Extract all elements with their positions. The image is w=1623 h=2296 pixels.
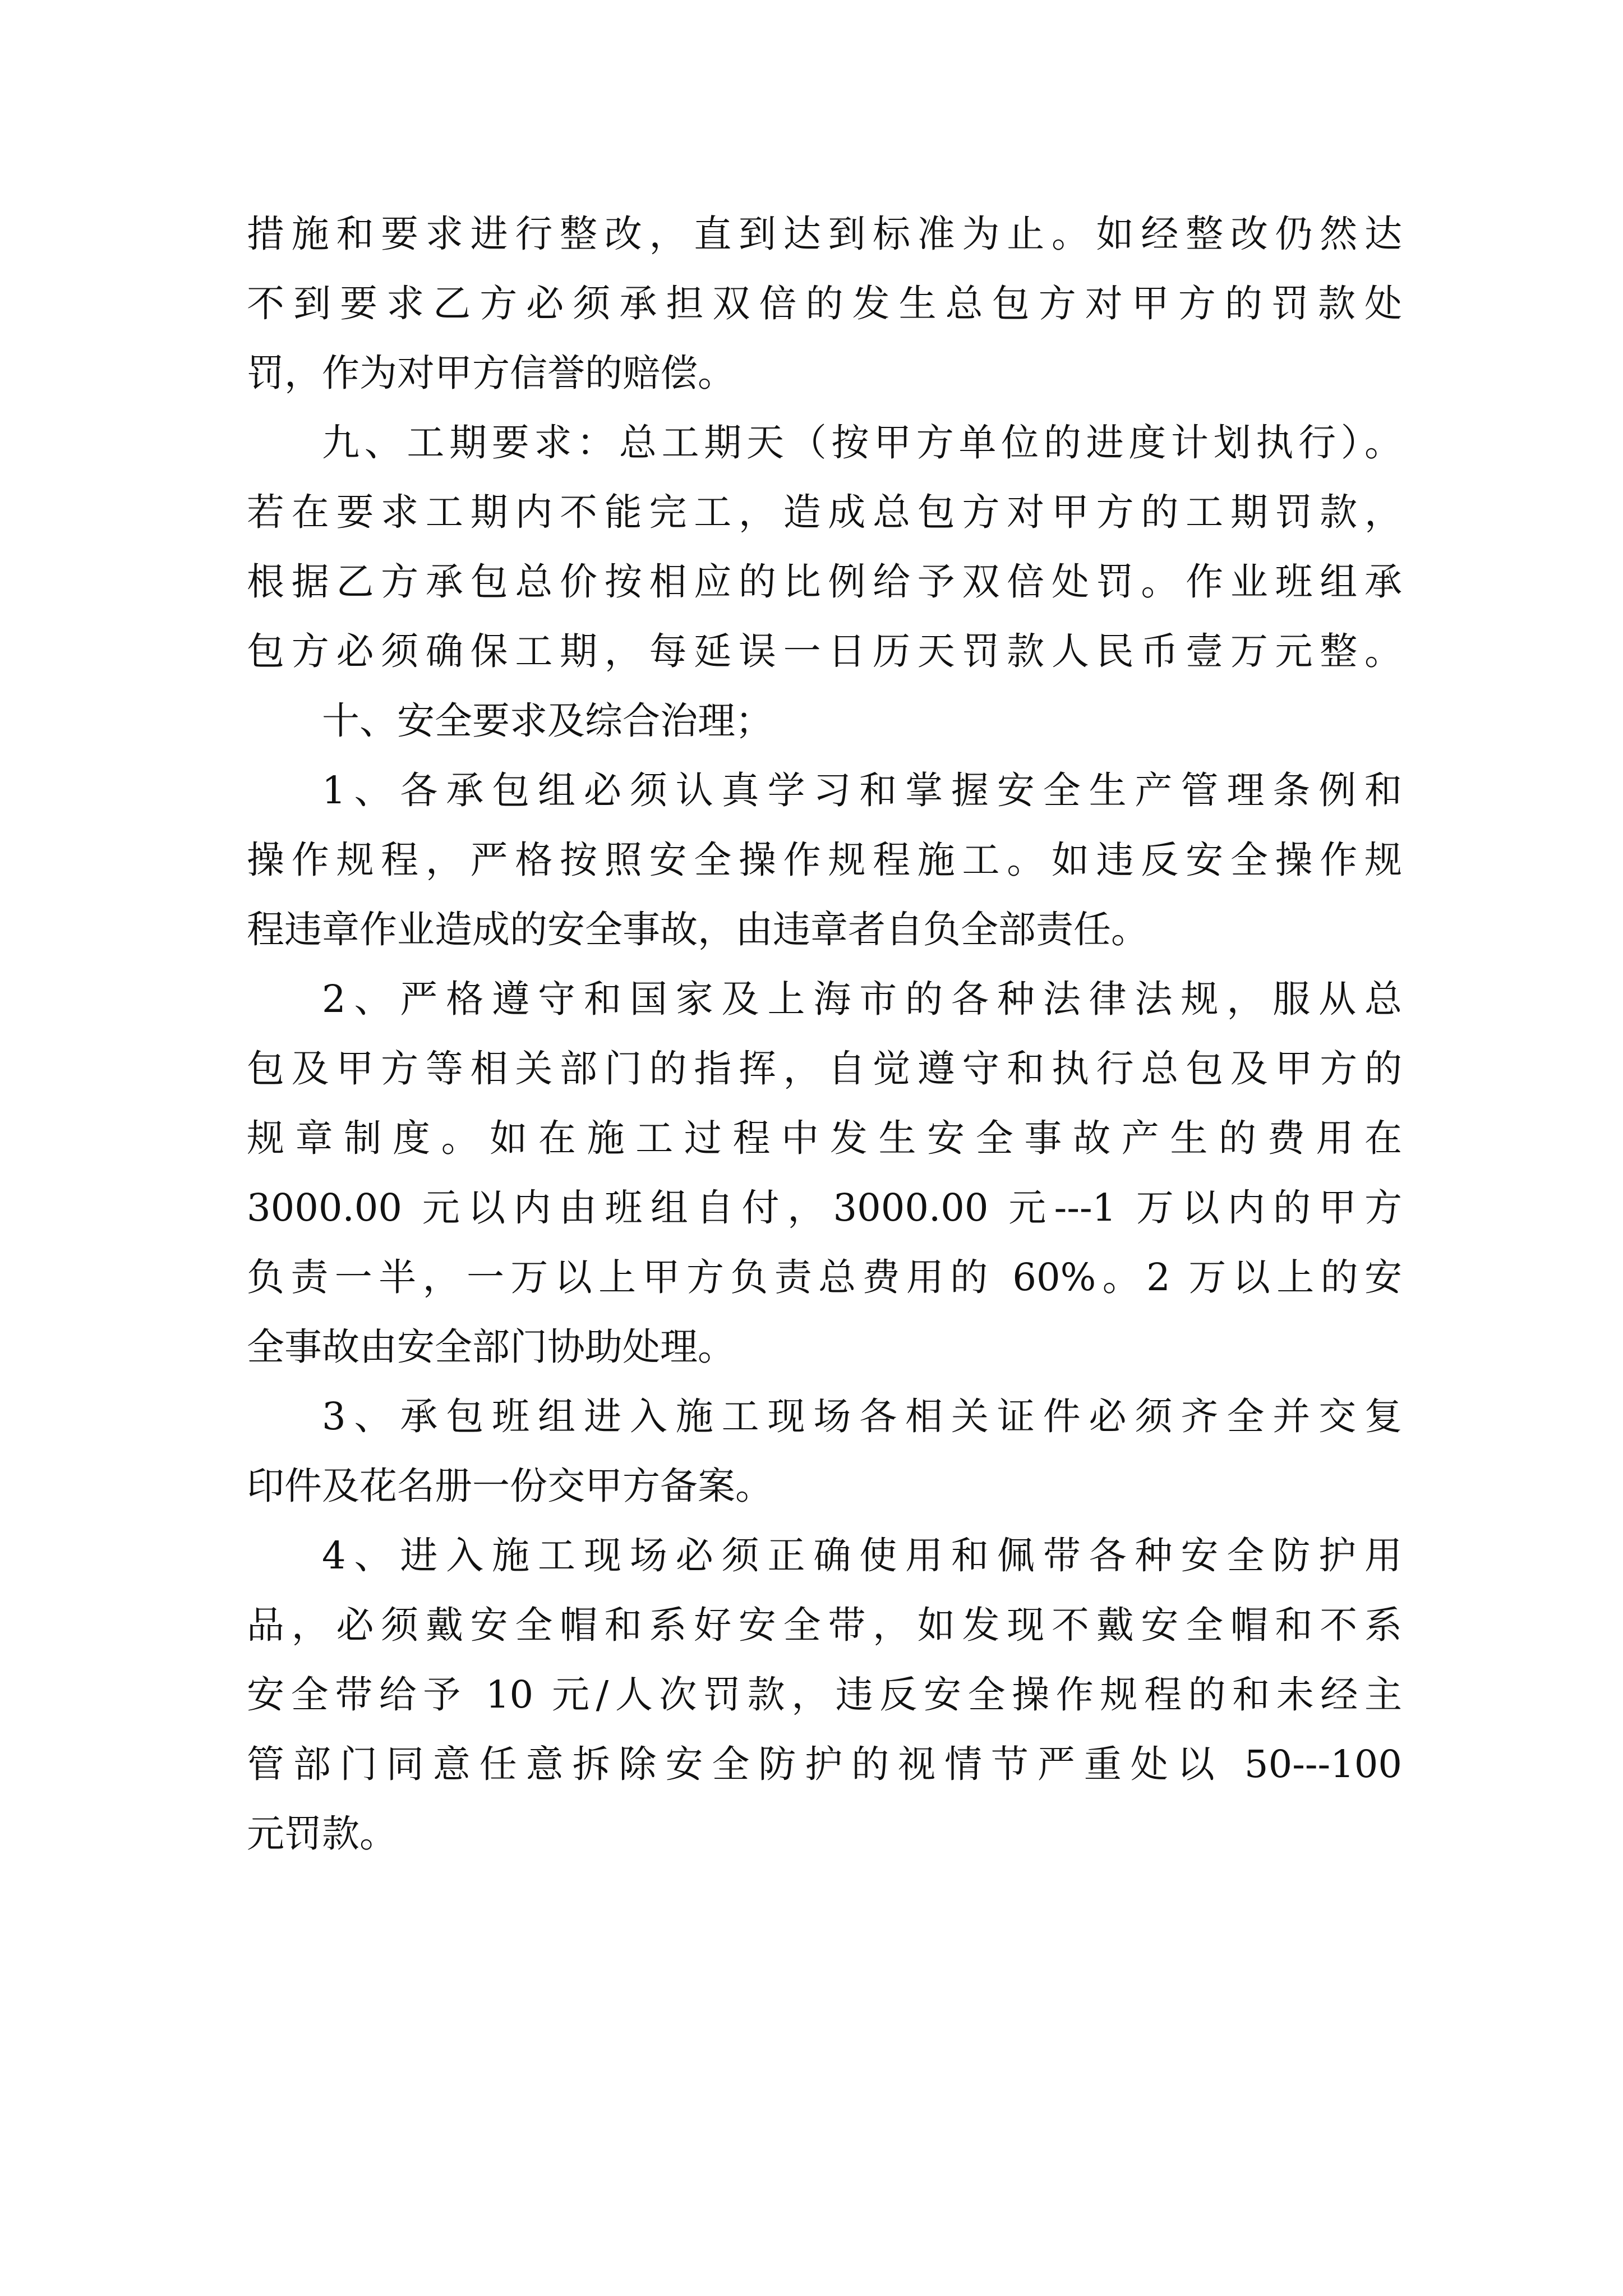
text-line: 不到要求乙方必须承担双倍的发生总包方对甲方的罚款处 <box>247 282 1402 325</box>
section-heading-line: 九、工期要求：总工期天（按甲方单位的进度计划执行）。 <box>322 421 1402 464</box>
paragraph-section-9-schedule <box>247 408 1402 686</box>
paragraph-item-3 <box>247 1382 1402 1521</box>
text-line: 程违章作业造成的安全事故，由违章者自负全部责任。 <box>247 908 1149 951</box>
text-line: 品，必须戴安全帽和系好安全带，如发现不戴安全帽和不系 <box>247 1603 1402 1647</box>
text-line: 管部门同意任意拆除安全防护的视情节严重处以 50---100 <box>247 1742 1402 1786</box>
list-item-line: 4、进入施工现场必须正确使用和佩带各种安全防护用 <box>322 1534 1402 1577</box>
list-item-line: 3、承包班组进入施工现场各相关证件必须齐全并交复 <box>322 1395 1402 1438</box>
text-line: 操作规程，严格按照安全操作规程施工。如违反安全操作规 <box>247 838 1402 882</box>
document-body <box>247 199 1402 1869</box>
paragraph-item-4 <box>247 1521 1402 1869</box>
text-line: 印件及花名册一份交甲方备案。 <box>247 1464 773 1508</box>
text-line: 全事故由安全部门协助处理。 <box>247 1325 735 1369</box>
paragraph-section-10-heading <box>247 686 1402 756</box>
paragraph-item-1 <box>247 756 1402 964</box>
section-heading-line: 十、安全要求及综合治理； <box>322 699 773 743</box>
paragraph-continuation <box>247 199 1402 408</box>
text-line: 罚，作为对甲方信誉的赔偿。 <box>247 351 735 395</box>
text-line: 3000.00 元以内由班组自付，3000.00 元---1 万以内的甲方 <box>247 1186 1402 1230</box>
paragraph-item-2 <box>247 964 1402 1382</box>
text-line: 安全带给予 10 元/人次罚款，违反安全操作规程的和未经主 <box>247 1673 1402 1717</box>
text-line: 元罚款。 <box>247 1812 397 1856</box>
list-item-line: 2、严格遵守和国家及上海市的各种法律法规，服从总 <box>322 977 1402 1021</box>
text-line: 规章制度。如在施工过程中发生安全事故产生的费用在 <box>247 1116 1402 1160</box>
text-line: 若在要求工期内不能完工，造成总包方对甲方的工期罚款， <box>247 490 1402 534</box>
text-line: 包方必须确保工期，每延误一日历天罚款人民币壹万元整。 <box>247 629 1402 673</box>
text-line: 根据乙方承包总价按相应的比例给予双倍处罚。作业班组承 <box>247 560 1402 604</box>
text-line: 包及甲方等相关部门的指挥，自觉遵守和执行总包及甲方的 <box>247 1047 1402 1091</box>
text-line: 措施和要求进行整改，直到达到标准为止。如经整改仍然达 <box>247 212 1402 256</box>
list-item-line: 1、各承包组必须认真学习和掌握安全生产管理条例和 <box>322 769 1402 812</box>
text-line: 负责一半，一万以上甲方负责总费用的 60%。2 万以上的安 <box>247 1255 1402 1299</box>
